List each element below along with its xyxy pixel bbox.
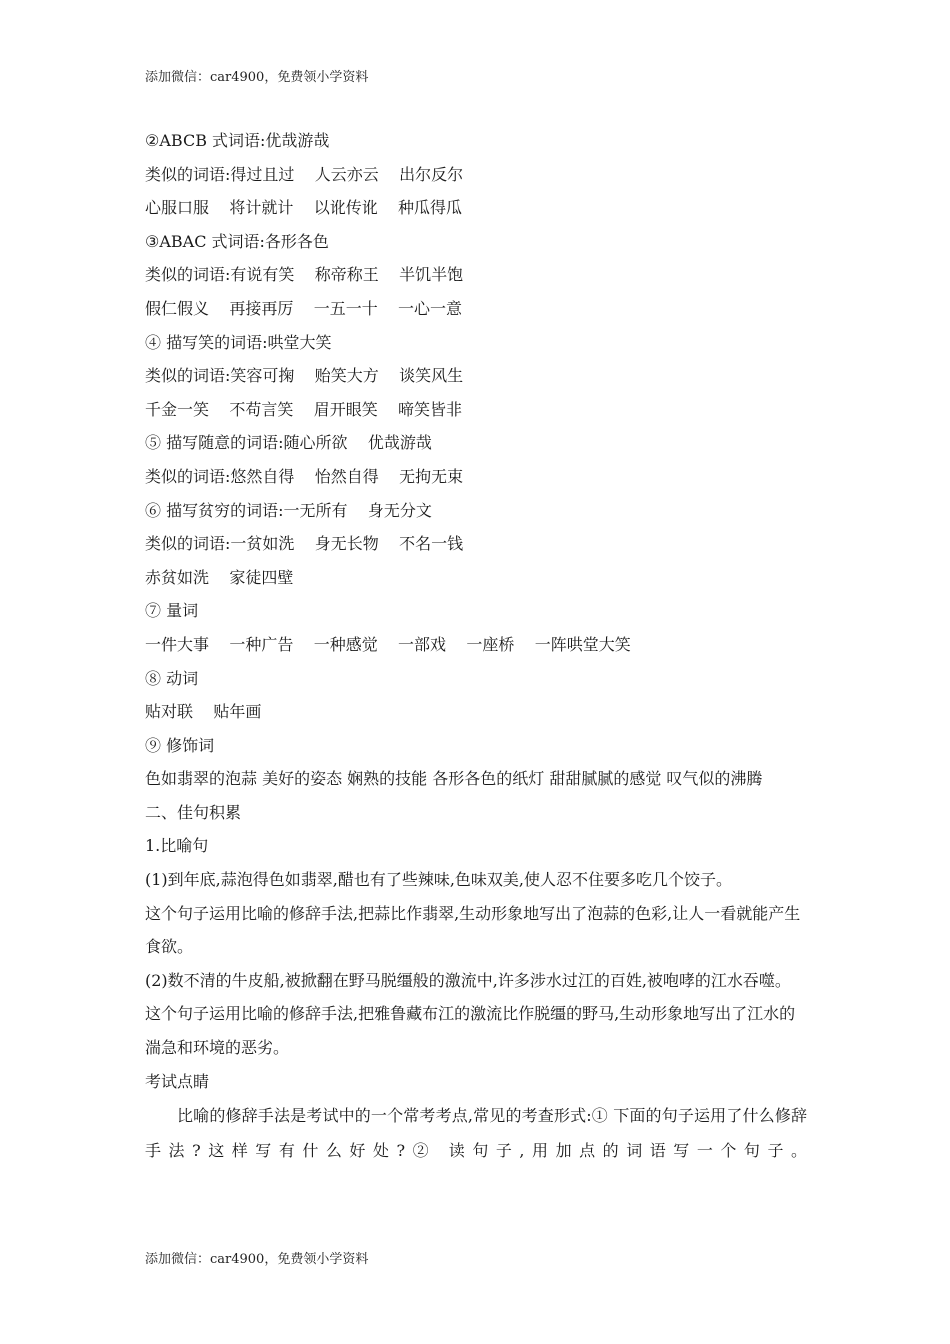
text-line: ⑦ 量词 — [145, 601, 199, 621]
exam-title: 考试点睛 — [145, 1071, 210, 1091]
example-sentence-2: (2)数不清的牛皮船,被掀翻在野马脱缰般的激流中,许多涉水过江的百姓,被咆哮的江水吞噬。 — [145, 970, 791, 990]
text-line: ②ABCB 式词语:优哉游哉 — [145, 131, 330, 150]
section-title: 二、佳句积累 — [145, 802, 242, 822]
footer-note: 添加微信：car4900，免费领小学资料 — [145, 1252, 369, 1267]
text-line: 类似的词语:悠然自得 怡然自得 无拘无束 — [145, 466, 464, 486]
page-content — [145, 124, 807, 1168]
text-line: 类似的词语:一贫如洗 身无长物 不名一钱 — [145, 534, 464, 554]
text-line: 假仁假义 再接再厉 一五一十 一心一意 — [145, 298, 463, 318]
text-line: ③ABAC 式词语:各形各色 — [145, 231, 329, 251]
text-line: 类似的词语:得过且过 人云亦云 出尔反尔 — [145, 164, 464, 184]
text-line: ⑤ 描写随意的词语:随心所欲 优哉游哉 — [145, 433, 432, 453]
text-line: ⑧ 动词 — [145, 668, 199, 688]
text-line: 一件大事 一种广告 一种感觉 一部戏 一座桥 一阵哄堂大笑 — [145, 634, 631, 654]
subsection-title: 1.比喻句 — [145, 836, 209, 856]
text-line: 赤贫如洗 家徒四壁 — [145, 567, 294, 587]
text-line: 心服口服 将计就计 以讹传讹 种瓜得瓜 — [145, 198, 463, 218]
modifiers-paragraph: 色如翡翠的泡蒜 美好的姿态 娴熟的技能 各形各色的纸灯 甜甜腻腻的感觉 叹气似的沸腾 — [145, 769, 763, 789]
text-line: ⑨ 修饰词 — [145, 735, 215, 755]
text-line: 千金一笑 不苟言笑 眉开眼笑 啼笑皆非 — [145, 399, 463, 419]
text-line: ④ 描写笑的词语:哄堂大笑 — [145, 332, 332, 352]
text-line: 类似的词语:笑容可掬 贻笑大方 谈笑风生 — [145, 366, 464, 386]
header-note: 添加微信：car4900，免费领小学资料 — [145, 70, 369, 85]
analysis-1: 这个句子运用比喻的修辞手法,把蒜比作翡翠,生动形象地写出了泡蒜的色彩,让人一看就能产生食欲。 — [145, 903, 801, 957]
example-sentence-1: (1)到年底,蒜泡得色如翡翠,醋也有了些辣味,色味双美,使人忍不住要多吃几个饺子。 — [145, 870, 733, 890]
text-line: 贴对联 贴年画 — [145, 702, 262, 722]
text-line: ⑥ 描写贫穷的词语:一无所有 身无分文 — [145, 500, 432, 520]
text-line: 类似的词语:有说有笑 称帝称王 半饥半饱 — [145, 265, 464, 285]
analysis-2: 这个句子运用比喻的修辞手法,把雅鲁藏布江的激流比作脱缰的野马,生动形象地写出了江水的湍急和环境的恶劣。 — [145, 1004, 796, 1058]
exam-paragraph: 比喻的修辞手法是考试中的一个常考考点,常见的考查形式:① 下面的句子运用了什么修辞手法?这样写有什么好处?② 读句子,用加点的词语写一个句子。 — [145, 1106, 807, 1161]
